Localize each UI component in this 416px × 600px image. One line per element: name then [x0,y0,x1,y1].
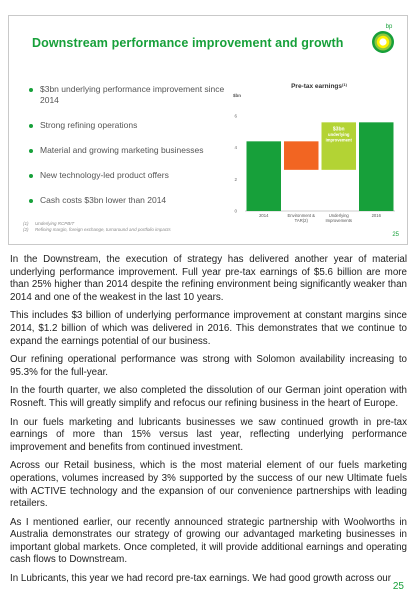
bullet-dot-icon [29,124,33,128]
slide-bullet-list [29,84,229,220]
chart-title: Pre-tax earnings$^{(1)}$ [291,82,347,90]
bullet-item: Cash costs $3bn lower than 2014 [29,195,229,206]
bullet-item: Material and growing marketing businesses [29,145,229,156]
x-tick-label: TAR(2) [294,218,308,223]
chart-title-superscript: (1) [342,82,347,87]
footnote: (2) Refining margin, foreign exchange, turnaround and portfolio impacts [23,227,171,232]
bar-2016 [359,122,394,211]
transcript-paragraph: In the fourth quarter, we also completed the dissolution of our German joint operation with Rosneft. This will greatly simplify and refocus our refining business in the heart of Europe. [10,385,407,409]
x-tick-label: 2016 [371,213,381,218]
presentation-slide [8,15,408,245]
x-tick-label: Environment & [287,213,315,218]
transcript-paragraph: Our refining operational performance was strong with Solomon availability increasing to 95.3% for the full-year. [10,354,407,378]
transcript-paragraph: In Lubricants, this year we had record pre-tax earnings. We had good growth across our [10,573,392,585]
x-tick-label: Improvements [325,218,353,223]
y-tick-label: 6 [234,113,237,119]
transcript-paragraph: In the Downstream, the execution of strategy has delivered another year of material underlying performance improvement. Full year pre-tax earnings of $5.6 billion are more than 25% higher than 2014 despite the refining environment being significantly weaker than 2014 and one of the weakest in the last 10 years. [10,254,407,303]
bullet-dot-icon [29,149,33,153]
svg-text:bp: bp [385,24,393,30]
bar-annotation: underlying [328,131,350,137]
slide-footnotes [23,221,171,233]
chart-svg [231,78,401,228]
x-tick-label: Underlying [328,213,349,218]
bullet-item: $3bn underlying performance improvement since 2014 [29,84,229,106]
slide-title: Downstream performance improvement and growth [32,36,344,50]
bullet-dot-icon [29,199,33,203]
transcript-paragraph: In our fuels marketing and lubricants businesses we saw continued growth in pre-tax earnings of more than 15% versus last year, reflecting underlying performance improvement and benefits from continued investment. [10,416,407,453]
bullet-dot-icon [29,174,33,178]
x-tick-label: 2014 [259,213,269,218]
page-number: 25 [392,581,404,592]
bullet-item: New technology-led product offers [29,170,229,181]
bar-2014 [247,141,282,211]
footnote: (1) Underlying RCPBIT [23,221,75,226]
y-axis-label: $bn [233,93,242,98]
y-tick-label: 4 [234,145,237,151]
slide-page-number: 25 [392,232,399,238]
bar-annotation: improvement [325,137,352,143]
transcript-paragraph: Across our Retail business, which is the most material element of our fuels marketing operations, volumes increased by 3% supported by the success of our new Ultimate fuels with ACTIVE technology and the expansion of our convenience partnerships with leading retailers. [10,460,407,510]
bp-logo-icon [369,22,397,56]
y-tick-label: 0 [234,208,237,214]
bar-annotation: $3bn [332,126,345,133]
transcript-body [10,254,407,592]
transcript-paragraph: As I mentioned earlier, our recently announced strategic partnership with Woolworths in Australia demonstrates our strategy of growing our advantaged marketing businesses in important global markets. Once completed, it will provide additional earnings and operating cash flows to Downstream. [10,516,407,566]
y-tick-label: 2 [234,176,237,182]
bar-environment-tar [284,141,319,170]
pretax-earnings-chart [231,78,401,228]
bullet-dot-icon [29,88,33,92]
transcript-paragraph: This includes $3 billion of underlying performance improvement at constant margins since 2014, $1.2 billion of which was delivered in 2016. This demonstrates that we continue to expand the earnings potential of our business. [10,310,407,347]
bullet-item: Strong refining operations [29,120,229,131]
